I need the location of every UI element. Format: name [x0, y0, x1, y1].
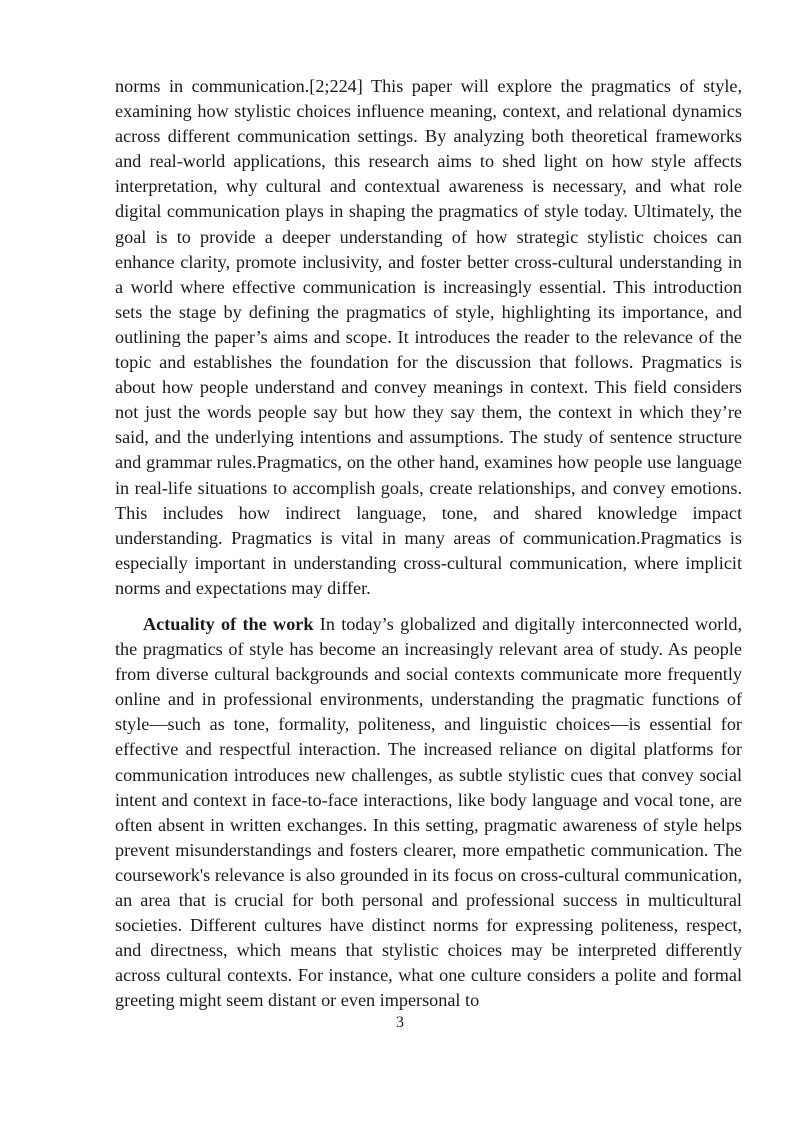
- body-paragraph: norms in communication.[2;224] This paper will explore the pragmatics of style, examining how stylistic choices influence meaning, context, and relational dynamics across different communication settings. By analyzing both theoretical frameworks and real-world applications, this research aims to shed light on how style affects interpretation, why cultural and contextual awareness is necessary, and what role digital communication plays in shaping the pragmatics of style today. Ultimately, the goal is to provide a deeper understanding of how strategic stylistic choices can enhance clarity, promote inclusivity, and foster better cross-cultural understanding in a world where effective communication is increasingly essential. This introduction sets the stage by defining the pragmatics of style, highlighting its importance, and outlining the paper’s aims and scope. It introduces the reader to the relevance of the topic and establishes the foundation for the discussion that follows. Pragmatics is about how people understand and convey meanings in context. This field considers not just the words people say but how they say them, the context in which they’re said, and the underlying intentions and assumptions. The study of sentence structure and grammar rules.Pragmatics, on the other hand, examines how people use language in real-life situations to accomplish goals, create relationships, and convey emotions. This includes how indirect language, tone, and shared knowledge impact understanding. Pragmatics is vital in many areas of communication.Pragmatics is especially important in understanding cross-cultural communication, where implicit norms and expectations may differ.: [115, 76, 742, 598]
- section-body-text: In today’s globalized and digitally interconnected world, the pragmatics of style has become an increasingly relevant area of study. As people from diverse cultural backgrounds and social contexts communicate more frequently online and in professional environments, understanding the pragmatic functions of style—such as tone, formality, politeness, and linguistic choices—is essential for effective and respectful interaction. The increased reliance on digital platforms for communication introduces new challenges, as subtle stylistic cues that convey social intent and context in face-to-face interactions, like body language and vocal tone, are often absent in written exchanges. In this setting, pragmatic awareness of style helps prevent misunderstandings and fosters clearer, more empathetic communication. The coursework's relevance is also grounded in its focus on cross-cultural communication, an area that is crucial for both personal and professional success in multicultural societies. Different cultures have distinct norms for expressing politeness, respect, and directness, which means that stylistic choices may be interpreted differently across cultural contexts. For instance, what one culture considers a polite and formal greeting might seem distant or even impersonal to: [115, 614, 743, 1011]
- actuality-paragraph: [115, 612, 742, 1014]
- page-number: 3: [396, 1014, 404, 1031]
- section-heading: Actuality of the work: [143, 614, 314, 634]
